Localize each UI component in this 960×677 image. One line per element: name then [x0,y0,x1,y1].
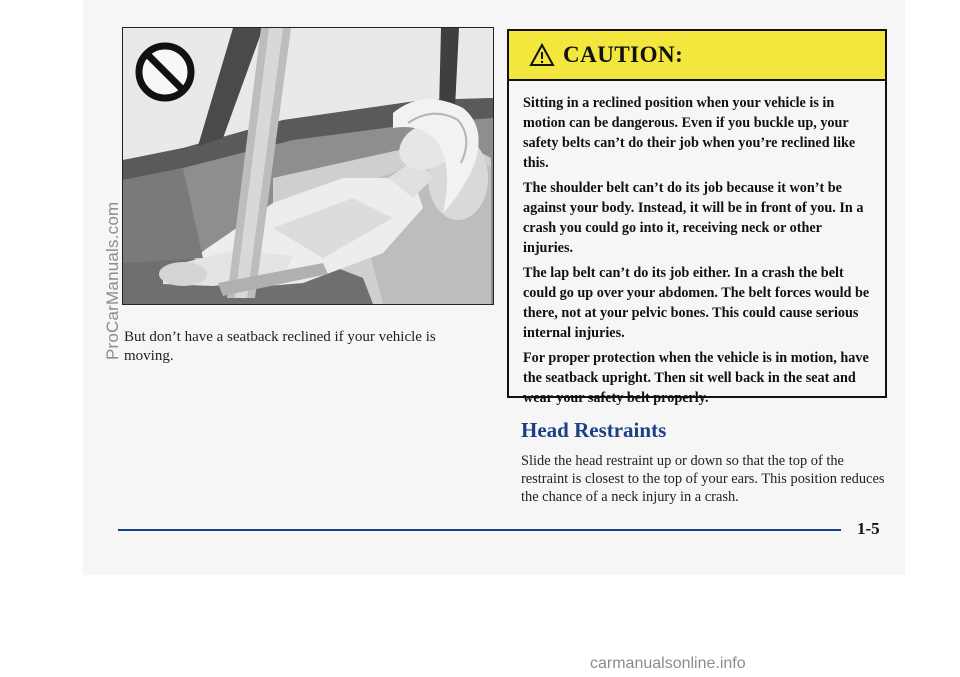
footer-rule [118,529,841,531]
caution-box [507,29,887,406]
illustration-caption: But don’t have a seatback reclined if your vehicle is moving. [124,329,436,364]
side-watermark: ProCarManuals.com [103,201,122,360]
bottom-watermark: carmanualsonline.info [590,655,746,672]
caution-paragraph: The lap belt can’t do its job either. In a crash the belt could go up over your abdomen. The belt forces would be there, not at your pelvic bones. This could cause serious internal injuries. [523,265,870,341]
prohibition-icon [133,40,197,104]
section-text: Slide the head restraint up or down so that the top of the restraint is closest to the top of your ears. This position reduces the chance of a neck injury in a crash. [521,453,885,505]
caution-paragraph: Sitting in a reclined position when your vehicle is in motion can be dangerous. Even if you buckle up, your safety belts can’t do their job when you’re reclined like this. [523,95,856,171]
page-number: 1-5 [857,519,880,538]
caution-paragraph: The shoulder belt can’t do its job because it won’t be against your body. Instead, it will be in front of you. In a crash you could go into it, receiving neck or other injuries. [523,180,864,256]
caution-title: CAUTION: [563,42,684,67]
section-heading: Head Restraints [521,418,667,442]
caution-header [509,31,885,81]
caution-body [509,81,885,408]
warning-triangle-icon [529,43,555,67]
caution-paragraph: For proper protection when the vehicle is in motion, have the seatback upright. Then sit well back in the seat and wear your safety belt properly. [523,350,869,406]
reclined-seat-illustration [122,27,494,305]
